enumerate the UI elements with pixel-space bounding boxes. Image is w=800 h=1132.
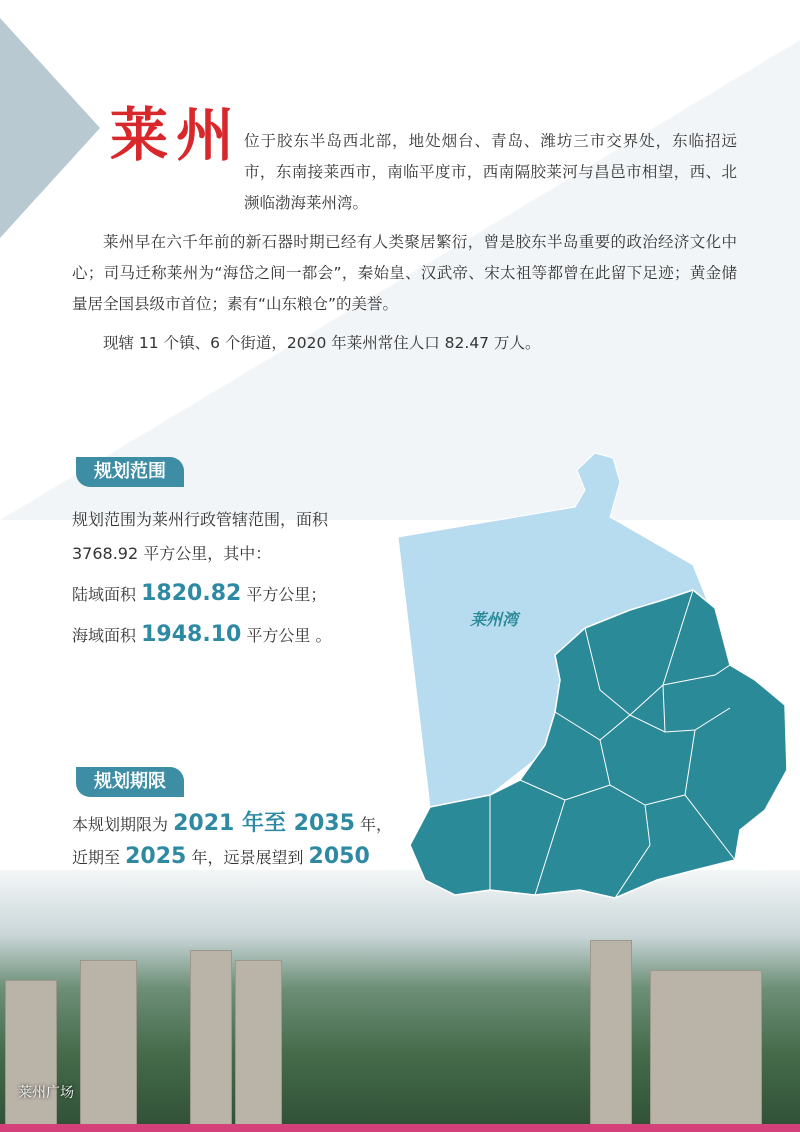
- scope-description: [72, 503, 332, 653]
- period-mid1: 年，近期至: [72, 815, 392, 867]
- laizhou-map: [395, 450, 795, 910]
- building: [590, 940, 632, 1132]
- land-area-unit: 平方公里；: [246, 585, 327, 604]
- intro-paragraph-1: 位于胶东半岛西北部，地处烟台、青岛、潍坊三市交界处，东临招远市，东南接莱西市，南临平度市，西南隔胶莱河与昌邑市相望，西、北濒临渤海莱州湾。: [244, 132, 737, 212]
- sea-area-label: 海域面积: [72, 626, 137, 645]
- building: [190, 950, 232, 1132]
- period-pre: 本规划期限为: [72, 815, 169, 834]
- period-far: 2050: [308, 844, 370, 869]
- land-area-label: 陆域面积: [72, 585, 137, 604]
- building: [650, 970, 762, 1132]
- land-area-value: 1820.82: [141, 581, 242, 606]
- building: [235, 960, 282, 1132]
- bay-label: 莱州湾: [470, 610, 519, 629]
- photo-caption: 莱州广场: [18, 1085, 74, 1101]
- land-area-row: [72, 577, 332, 612]
- intro-paragraph-3: 现辖 11 个镇、6 个街道，2020 年莱州常住人口 82.47 万人。: [103, 334, 541, 352]
- period-range: 2021 年至 2035: [173, 811, 355, 836]
- sea-area-value: 1948.10: [141, 622, 242, 647]
- period-near: 2025: [125, 844, 187, 869]
- scope-line-2: 3768.92 平方公里，其中：: [72, 544, 272, 563]
- period-mid2: 年，远景展望到: [191, 848, 304, 867]
- sea-area-row: [72, 618, 332, 653]
- building: [5, 980, 57, 1132]
- period-heading: 规划期限: [76, 767, 184, 797]
- bottom-bar: [0, 1124, 800, 1132]
- intro-text: [72, 126, 737, 367]
- page-title: 莱州: [110, 101, 243, 169]
- scope-heading: 规划范围: [76, 457, 184, 487]
- scope-line-1: 规划范围为莱州行政管辖范围，面积: [72, 510, 329, 529]
- intro-paragraph-2: 莱州早在六千年前的新石器时期已经有人类聚居繁衍，曾是胶东半岛重要的政治经济文化中心；司马迁称莱州为“海岱之间一都会”，秦始皇、汉武帝、宋太祖等都曾在此留下足迹；黄金储量居全国县级市首位；素有“山东粮仓”的美誉。: [72, 233, 737, 313]
- building: [80, 960, 137, 1132]
- sea-area-unit: 平方公里 。: [246, 626, 332, 645]
